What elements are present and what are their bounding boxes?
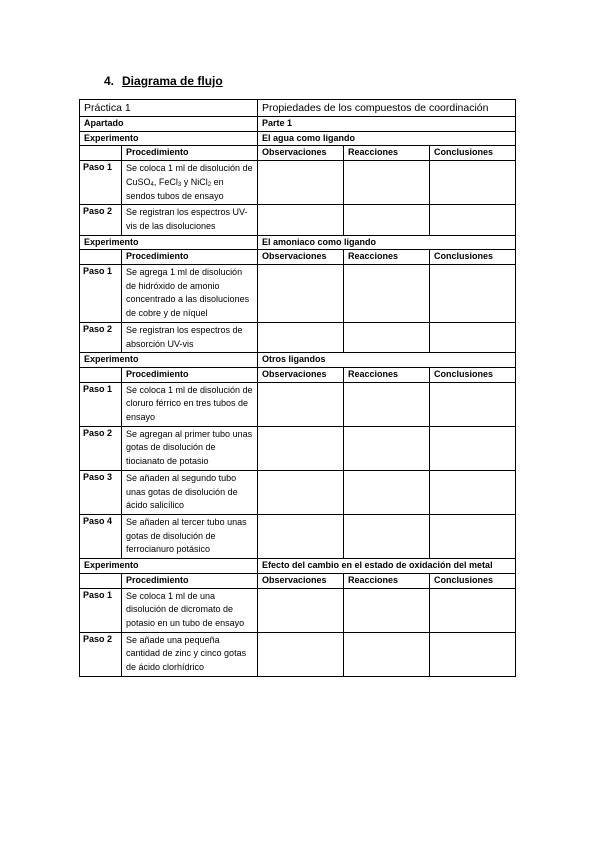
reactions-cell[interactable] <box>344 588 430 632</box>
column-header-row <box>80 367 516 382</box>
conclusions-cell[interactable] <box>430 265 516 323</box>
experiment-name-cell: El agua como ligando <box>258 131 516 146</box>
section-value-cell: Parte 1 <box>258 117 516 132</box>
step-row <box>80 470 516 514</box>
procedure-header: Procedimiento <box>122 573 258 588</box>
reactions-header: Reacciones <box>344 146 430 161</box>
step-label: Paso 4 <box>80 514 122 558</box>
step-procedure: Se agregan al primer tubo unas gotas de disolución de tiocianato de potasio <box>122 426 258 470</box>
step-row <box>80 205 516 235</box>
reactions-cell[interactable] <box>344 514 430 558</box>
section-label-cell: Apartado <box>80 117 258 132</box>
subscript: 4 <box>150 181 154 188</box>
practice-row <box>80 100 516 117</box>
step-procedure <box>122 161 258 205</box>
experiment-label-cell: Experimento <box>80 131 258 146</box>
experiment-row <box>80 131 516 146</box>
reactions-cell[interactable] <box>344 632 430 676</box>
section-heading <box>104 74 223 88</box>
step-label: Paso 1 <box>80 265 122 323</box>
experiment-row <box>80 235 516 250</box>
step-procedure: Se registran los espectros de absorción UV-vis <box>122 322 258 352</box>
observations-header: Observaciones <box>258 146 344 161</box>
step-row <box>80 426 516 470</box>
step-label: Paso 2 <box>80 322 122 352</box>
conclusions-header: Conclusiones <box>430 250 516 265</box>
conclusions-cell[interactable] <box>430 382 516 426</box>
step-procedure: Se agrega 1 ml de disolución de hidróxido de amonio concentrado a las disoluciones de cobre y de níquel <box>122 265 258 323</box>
step-label: Paso 1 <box>80 382 122 426</box>
conclusions-cell[interactable] <box>430 514 516 558</box>
observations-cell[interactable] <box>258 632 344 676</box>
empty-cell <box>80 367 122 382</box>
step-procedure: Se coloca 1 ml de una disolución de dicromato de potasio en un tubo de ensayo <box>122 588 258 632</box>
procedure-text: Se coloca 1 ml de disolución de CuSO <box>126 163 253 187</box>
conclusions-header: Conclusiones <box>430 573 516 588</box>
step-row <box>80 265 516 323</box>
empty-cell <box>80 146 122 161</box>
step-label: Paso 2 <box>80 632 122 676</box>
conclusions-cell[interactable] <box>430 322 516 352</box>
experiment-row <box>80 559 516 574</box>
section-row <box>80 117 516 132</box>
section-number: 4. <box>104 74 115 88</box>
reactions-cell[interactable] <box>344 322 430 352</box>
observations-cell[interactable] <box>258 161 344 205</box>
observations-cell[interactable] <box>258 514 344 558</box>
observations-cell[interactable] <box>258 470 344 514</box>
step-row <box>80 322 516 352</box>
conclusions-cell[interactable] <box>430 426 516 470</box>
procedure-text: en sendos tubos de ensayo <box>126 176 224 201</box>
step-row <box>80 382 516 426</box>
practice-cell: Práctica 1 <box>80 100 258 117</box>
experiment-label-cell: Experimento <box>80 559 258 574</box>
step-label: Paso 1 <box>80 588 122 632</box>
observations-cell[interactable] <box>258 426 344 470</box>
step-procedure: Se añaden al segundo tubo unas gotas de disolución de ácido salicílico <box>122 470 258 514</box>
procedure-text: , FeCl <box>153 176 178 187</box>
conclusions-cell[interactable] <box>430 470 516 514</box>
observations-header: Observaciones <box>258 573 344 588</box>
step-row <box>80 588 516 632</box>
reactions-cell[interactable] <box>344 382 430 426</box>
conclusions-cell[interactable] <box>430 632 516 676</box>
step-procedure: Se registran los espectros UV-vis de las disoluciones <box>122 205 258 235</box>
step-row <box>80 161 516 205</box>
reactions-cell[interactable] <box>344 470 430 514</box>
observations-cell[interactable] <box>258 588 344 632</box>
conclusions-cell[interactable] <box>430 161 516 205</box>
reactions-header: Reacciones <box>344 367 430 382</box>
flow-diagram-table <box>79 99 516 677</box>
observations-cell[interactable] <box>258 265 344 323</box>
subscript: 3 <box>177 181 182 188</box>
step-row <box>80 632 516 676</box>
observations-cell[interactable] <box>258 205 344 235</box>
reactions-cell[interactable] <box>344 205 430 235</box>
reactions-cell[interactable] <box>344 161 430 205</box>
experiment-name-cell: Efecto del cambio en el estado de oxidación del metal <box>258 559 516 574</box>
reactions-header: Reacciones <box>344 573 430 588</box>
reactions-cell[interactable] <box>344 426 430 470</box>
step-procedure: Se añade una pequeña cantidad de zinc y cinco gotas de ácido clorhídrico <box>122 632 258 676</box>
conclusions-header: Conclusiones <box>430 146 516 161</box>
column-header-row <box>80 573 516 588</box>
column-header-row <box>80 250 516 265</box>
procedure-header: Procedimiento <box>122 146 258 161</box>
experiment-label-cell: Experimento <box>80 235 258 250</box>
conclusions-header: Conclusiones <box>430 367 516 382</box>
experiment-row <box>80 353 516 368</box>
reactions-header: Reacciones <box>344 250 430 265</box>
observations-header: Observaciones <box>258 367 344 382</box>
procedure-header: Procedimiento <box>122 250 258 265</box>
step-procedure: Se añaden al tercer tubo unas gotas de disolución de ferrocianuro potásico <box>122 514 258 558</box>
empty-cell <box>80 573 122 588</box>
step-label: Paso 2 <box>80 205 122 235</box>
empty-cell <box>80 250 122 265</box>
step-row <box>80 514 516 558</box>
observations-cell[interactable] <box>258 382 344 426</box>
practice-title-cell: Propiedades de los compuestos de coordinación <box>258 100 516 117</box>
procedure-header: Procedimiento <box>122 367 258 382</box>
conclusions-cell[interactable] <box>430 205 516 235</box>
experiment-name-cell: Otros ligandos <box>258 353 516 368</box>
experiment-label-cell: Experimento <box>80 353 258 368</box>
subscript: 2 <box>207 181 212 188</box>
step-label: Paso 2 <box>80 426 122 470</box>
experiment-name-cell: El amoniaco como ligando <box>258 235 516 250</box>
observations-header: Observaciones <box>258 250 344 265</box>
reactions-cell[interactable] <box>344 265 430 323</box>
observations-cell[interactable] <box>258 322 344 352</box>
procedure-text: y NiCl <box>181 176 208 187</box>
conclusions-cell[interactable] <box>430 588 516 632</box>
section-title: Diagrama de flujo <box>122 74 223 88</box>
step-label: Paso 3 <box>80 470 122 514</box>
column-header-row <box>80 146 516 161</box>
step-label: Paso 1 <box>80 161 122 205</box>
step-procedure: Se coloca 1 ml de disolución de cloruro férrico en tres tubos de ensayo <box>122 382 258 426</box>
